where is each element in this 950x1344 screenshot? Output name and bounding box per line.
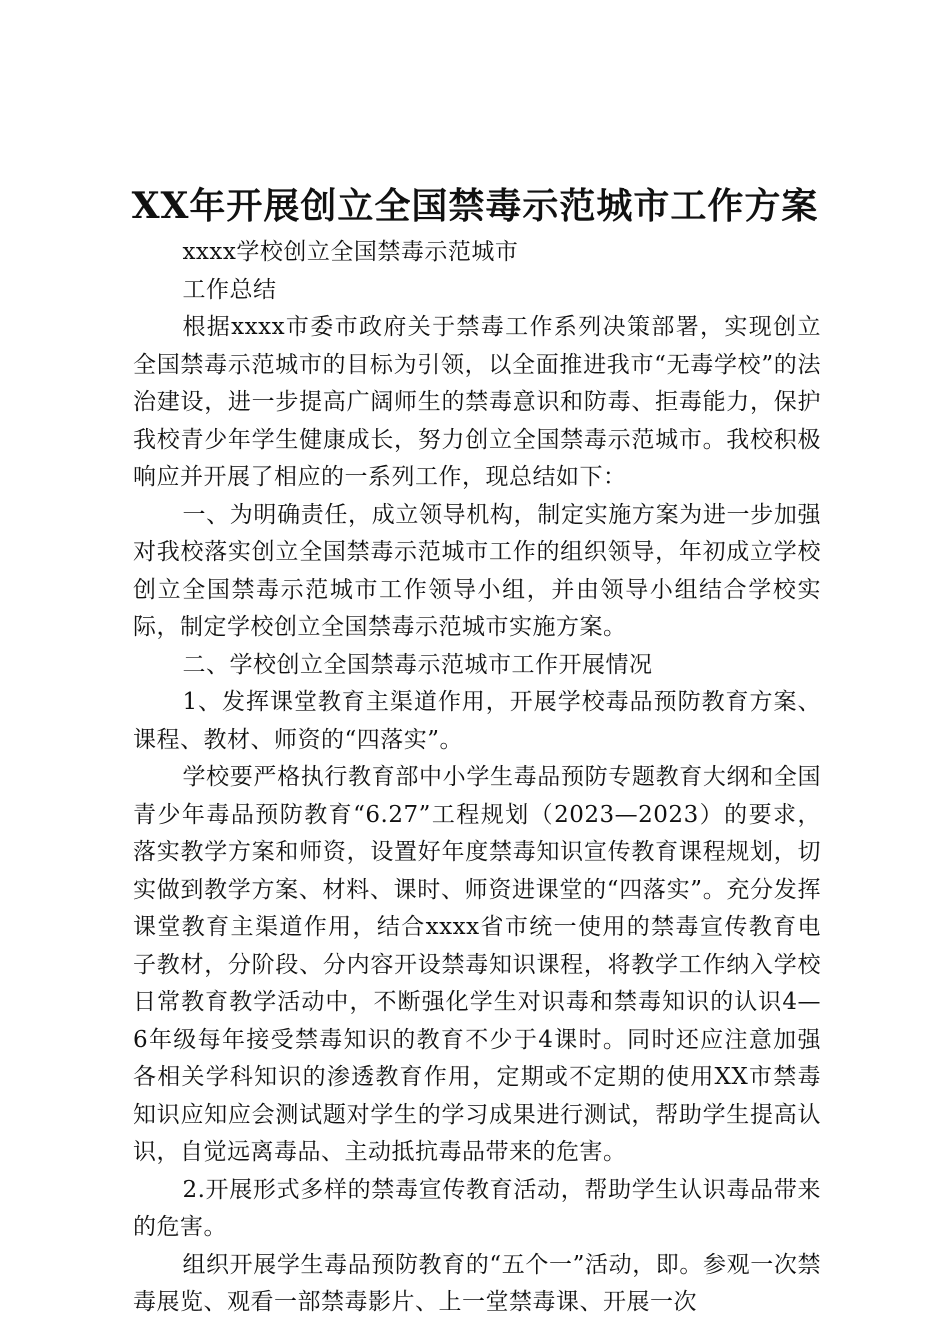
paragraph-intro: 根据xxxx市委市政府关于禁毒工作系列决策部署，实现创立全国禁毒示范城市的目标为引领，以全面推进我市“无毒学校”的法治建设，进一步提高广阔师生的禁毒意识和防毒、拒毒能力，保护我校青少年学生健康成长，努力创立全国禁毒示范城市。我校积极响应并开展了相应的一系列工作，现总结如下： — [133, 314, 821, 490]
paragraph-summary-heading: 工作总结 — [182, 276, 277, 303]
paragraph-section-two-heading: 二、学校创立全国禁毒示范城市工作开展情况 — [182, 651, 653, 678]
paragraph-item-one: 1、发挥课堂教育主渠道作用，开展学校毒品预防教育方案、课程、教材、师资的“四落实”。 — [133, 689, 821, 753]
document-body — [133, 234, 821, 1322]
paragraph-section-one: 一、为明确责任，成立领导机构，制定实施方案为进一步加强对我校落实创立全国禁毒示范城市工作的组织领导，年初成立学校创立全国禁毒示范城市工作领导小组，并由领导小组结合学校实际，制定学校创立全国禁毒示范城市实施方案。 — [133, 501, 821, 640]
paragraph-item-two: 2.开展形式多样的禁毒宣传教育活动，帮助学生认识毒品带来的危害。 — [133, 1176, 821, 1240]
document-title: XX年开展创立全国禁毒示范城市工作方案 — [131, 185, 819, 227]
paragraph-item-one-detail: 学校要严格执行教育部中小学生毒品预防专题教育大纲和全国青少年毒品预防教育“6.27”工程规划（2023—2023）的要求，落实教学方案和师资，设置好年度禁毒知识宣传教育课程规划，切实做到教学方案、材料、课时、师资进课堂的“四落实”。充分发挥课堂教育主渠道作用，结合xxxx省市统一使用的禁毒宣传教育电子教材，分阶段、分内容开设禁毒知识课程，将教学工作纳入学校日常教育教学活动中，不断强化学生对识毒和禁毒知识的认识4—6年级每年接受禁毒知识的教育不少于4课时。同时还应注意加强各相关学科知识的渗透教育作用，定期或不定期的使用XX市禁毒知识应知应会测试题对学生的学习成果进行测试，帮助学生提高认识，自觉远离毒品、主动抵抗毒品带来的危害。 — [133, 764, 821, 1165]
paragraph-school-heading: xxxx学校创立全国禁毒示范城市 — [182, 239, 519, 265]
paragraph-item-two-detail: 组织开展学生毒品预防教育的“五个一”活动，即。参观一次禁毒展览、观看一部禁毒影片、上一堂禁毒课、开展一次 — [133, 1251, 821, 1315]
